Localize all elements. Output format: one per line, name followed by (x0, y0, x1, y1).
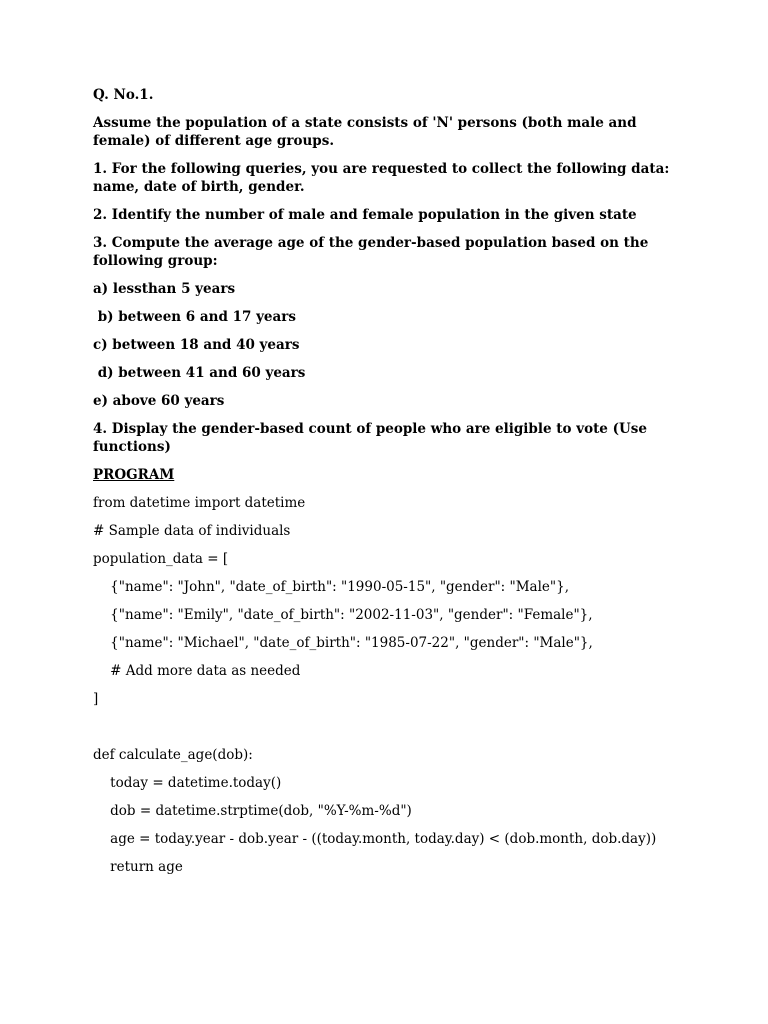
query-3: 3. Compute the average age of the gender-based population based on the following group: (93, 235, 649, 269)
code-line: dob = datetime.strptime(dob, "%Y-%m-%d") (93, 803, 412, 819)
question-intro: Assume the population of a state consists of 'N' persons (both male and female) of different age groups. (93, 115, 637, 149)
question-number: Q. No.1. (93, 87, 154, 103)
age-group-a: a) lessthan 5 years (93, 281, 236, 297)
code-line: return age (93, 859, 183, 875)
code-line: # Sample data of individuals (93, 523, 291, 539)
query-2: 2. Identify the number of male and female population in the given state (93, 207, 637, 223)
code-line: today = datetime.today() (93, 775, 282, 791)
code-line: age = today.year - dob.year - ((today.month, today.day) < (dob.month, dob.day)) (93, 831, 657, 847)
code-line: {"name": "John", "date_of_birth": "1990-05-15", "gender": "Male"}, (93, 579, 569, 595)
age-group-c: c) between 18 and 40 years (93, 337, 300, 353)
code-line: {"name": "Emily", "date_of_birth": "2002-11-03", "gender": "Female"}, (93, 607, 593, 623)
code-line: ] (93, 691, 99, 707)
query-1: 1. For the following queries, you are requested to collect the following data: name, date of birth, gender. (93, 161, 670, 195)
document-page (93, 86, 693, 876)
age-group-d: d) between 41 and 60 years (93, 365, 306, 381)
code-line: def calculate_age(dob): (93, 747, 253, 763)
code-line: from datetime import datetime (93, 495, 306, 511)
code-line: population_data = [ (93, 551, 229, 567)
program-heading: PROGRAM (93, 467, 175, 483)
age-group-e: e) above 60 years (93, 393, 225, 409)
code-line: # Add more data as needed (93, 663, 301, 679)
age-group-b: b) between 6 and 17 years (93, 309, 296, 325)
code-line: {"name": "Michael", "date_of_birth": "1985-07-22", "gender": "Male"}, (93, 635, 593, 651)
query-4: 4. Display the gender-based count of people who are eligible to vote (Use functions) (93, 421, 647, 455)
